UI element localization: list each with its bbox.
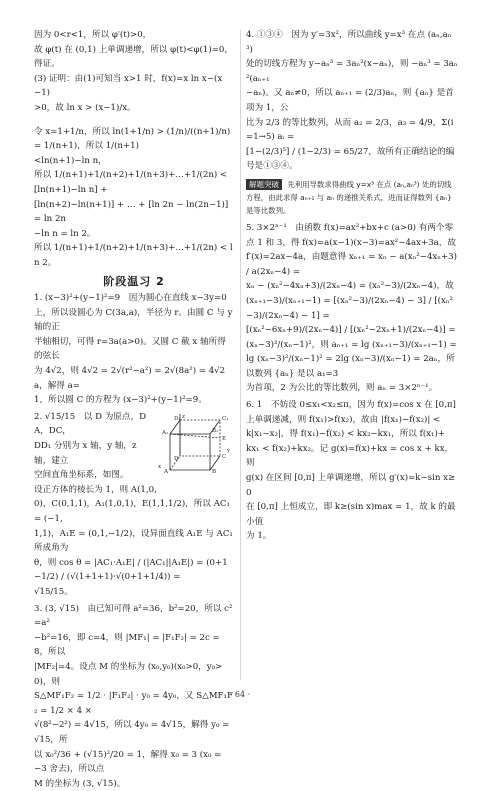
- text-line: xₙ − (xₙ²−4xₙ+3)/(2xₙ−4) = (xₙ²−3)/(2xₙ−4)，故 (xₙ₊₁−3)/(xₙ₊₁−1) = [(xₙ²−3)/(2xₙ−4) − 3] / [(xₙ²−3)/(2xₙ−4) − 1] =: [246, 281, 454, 321]
- text-line: 令 x=1+1/n，所以 ln(1+1/n) > (1/n)/((n+1)/n) = 1/(n+1)，所以 1/(n+1): [34, 126, 231, 152]
- figure-label: C: [222, 453, 227, 460]
- text-line: 所以 1/(n+1)+1/(n+2)+1/(n+3)+…+1/(2n) < ln 2。: [34, 243, 233, 268]
- text-line: −b²=16，即 c=4，则 |MF₁| = |F₁F₂| = 2c = 8，所以: [34, 632, 220, 658]
- text-line: √(8²−2²) = 4√15，所以 4y₀ = 4√15，解得 y₀ = √15，所: [34, 720, 230, 745]
- text-line: S△MF₁F₂ = 1/2 · |F₁F₂| · y₀ = 4y₀，又 S△MF₁F₂ = 1/2 × 4 ×: [34, 691, 233, 716]
- text-line: 为 4√2，则 4√2 = 2√(r²−a²) = 2√(8a²) = 4√2 a，解得 a=: [34, 366, 226, 391]
- solution-5: [246, 221, 458, 396]
- text-line: lg (xₙ−3)²/(xₙ−1)² = 2lg (xₙ−3)/(xₙ−1) = 2aₙ，所以数列 {aₙ} 是以 a₁=3: [246, 354, 455, 379]
- text-line: −aₙ)。又 aₙ≠0，所以 aₙ₊₁ = (2/3)aₙ，则 {aₙ} 是首项为 1，公: [246, 88, 454, 113]
- text-line: 上，所以设圆心为 C(3a,a)，半径为 r。由圆 C 与 y 轴的正: [34, 307, 233, 333]
- text-line: 1，所以圆 C 的方程为 (x−3)²+(y−1)²=9。: [34, 395, 207, 406]
- solution-2: [34, 410, 234, 600]
- text-line: 4. ①③④ 因为 y′=3x²，所以曲线 y=x³ 在点 (aₙ,aₙ³): [246, 30, 452, 55]
- tip-text: 先利用导数求得曲线 y=x³ 在点 (aₙ,aₙ³) 处的切线方程，由此求得 aₙ₊₁ 与 aₙ 的递推关系式，进而证得数列 {aₙ} 是等比数列。: [246, 179, 452, 215]
- text-line: M 的坐标为 (3, √15)。: [34, 778, 126, 789]
- text-line: [ln(n+2)−ln(n+1)] + … + [ln 2n − ln(2n−1)] = ln 2n: [34, 199, 229, 225]
- right-column: [246, 28, 458, 544]
- text-line: 1. (x−3)²+(y−1)²=9 因为圆心在直线 x−3y=0: [34, 293, 227, 304]
- figure-label: A: [164, 468, 168, 474]
- figure-label: B: [212, 468, 217, 474]
- text-line: 空间直角坐标系，如图。: [34, 470, 129, 481]
- text-line: 3. (3, √15) 由已知可得 a²=36，b²=20，所以 c²=a²: [34, 603, 233, 629]
- figure-label: B₁: [212, 427, 219, 434]
- text-line: 0)，C(0,1,1)，A₁(1,0,1)，E(1,1,1/2)，所以 AC₁ = (−1,: [34, 499, 230, 524]
- cube-figure: [156, 412, 234, 474]
- text-line: 2. √15/15 以 D 为原点，DA，DC，: [34, 411, 146, 437]
- text-line: 因为 0<r<1，所以 φ′(t)>0，: [34, 30, 152, 40]
- text-line: 故 φ(t) 在 (0,1) 上单调递增，所以 φ(t)<φ(1)=0，得证。: [34, 44, 233, 70]
- text-line: θ，则 cos θ = |AC₁·A₁E| / (|AC₁||A₁E|) = (0+1−1/2) / (√(1+1+1)·√(0+1+1/4)) =: [34, 557, 228, 583]
- text-line: 5. 3×2ⁿ⁻¹ 由函数 f(x)=ax²+bx+c (a>0) 有两个零: [246, 222, 454, 233]
- figure-label: y: [227, 447, 231, 454]
- text-line: (3) 证明：由(1)可知当 x>1 时，f(x)=x ln x−(x−1): [34, 73, 223, 99]
- page-number: · 64 ·: [229, 690, 251, 699]
- text-line: −ln n = ln 2。: [34, 228, 96, 239]
- text-line: 1,1)，A₁E = (0,1,−1/2)，设异面直线 A₁E 与 AC₁ 所成角为: [34, 528, 233, 554]
- solution-6: [246, 398, 458, 544]
- text-line: 处的切线方程为 y−aₙ³ = 3aₙ²(x−aₙ)，则 −aₙ³ = 3aₙ²(aₙ₊₁: [246, 59, 458, 84]
- text-line: 以 x₀²/36 + (√15)²/20 = 1，解得 x₀ = 3 (x₀ = −3 舍去)，所以点: [34, 749, 222, 775]
- solution-4: [246, 28, 458, 174]
- text-line: [(xₙ²−6xₙ+9)/(2xₙ−4)] / [(xₙ²−2xₙ+1)/(2xₙ−4)] = (xₙ−3)²/(xₙ−1)²，则 aₙ₊₁ = lg (xₙ₊₁−3)/(xₙ₊₁−1) =: [246, 325, 457, 350]
- text-line: 在 [0,π] 上恒成立，即 k≥(sin x)max = 1，故 k 的最小值: [246, 502, 456, 527]
- figure-label: D: [174, 455, 179, 462]
- tip-box: [246, 178, 458, 217]
- tip-tag: 解题突破: [246, 179, 282, 190]
- figure-label: x: [158, 463, 162, 470]
- figure-label: C₁: [222, 415, 229, 422]
- text-line: k|x₁−x₂|，得 f(x₁)−f(x₂) < kx₂−kx₁，所以 f(x₁)+: [246, 429, 446, 440]
- column-divider: [240, 30, 241, 680]
- text-line: [1−(2/3)⁵] / (1−2/3) = 65/27，故所有正确结论的编号是①③④。: [246, 146, 455, 172]
- figure-label: A₁: [162, 429, 169, 436]
- solution-part-3: [34, 28, 234, 271]
- text-line: 设正方体的棱长为 1，则 A(1,0,: [34, 484, 157, 495]
- text-line: >0，故 ln x > (x−1)/x。: [34, 102, 136, 113]
- text-line: kx₁ < f(x₂)+kx₂。记 g(x)=f(x)+kx = cos x + kx，则: [246, 443, 454, 469]
- figure-label: z: [182, 413, 185, 420]
- figure-label: D₁: [174, 415, 181, 422]
- text-line: f′(x)=2ax−4a，由题意得 xₙ₊₁ = xₙ − a(xₙ²−4xₙ+3) / a(2xₙ−4) =: [246, 252, 457, 277]
- solution-1: [34, 291, 234, 408]
- text-line: 6. 1 不妨设 0≤x₁<x₂≤π，因为 f(x)=cos x 在 [0,π]: [246, 400, 456, 411]
- text-line: 半轴相切，可得 r=3a(a>0)。又圆 C 截 x 轴所得的弦长: [34, 336, 226, 362]
- text-line: √15/15。: [34, 586, 73, 597]
- figure-label: E: [222, 435, 227, 442]
- left-column: [34, 28, 234, 791]
- text-line: 上单调递减，则 f(x₁)>f(x₂)，故由 |f(x₁)−f(x₂)| <: [246, 414, 441, 425]
- text-line: 比为 2/3 的等比数列，从而 a₂ = 2/3，a₃ = 4/9，Σ(i=1→5) aᵢ =: [246, 117, 454, 143]
- text-line: 点 1 和 3，得 f(x)=a(x−1)(x−3)=ax²−4ax+3a，故: [246, 237, 456, 248]
- text-line: g(x) 在区间 [0,π] 上单调递增，所以 g′(x)=k−sin x≥0: [246, 473, 456, 498]
- text-line: 为 1。: [246, 531, 272, 542]
- text-line: <ln(n+1)−ln n，: [34, 155, 107, 166]
- text-line: 所以 1/(n+1)+1/(n+2)+1/(n+3)+…+1/(2n) < [ln(n+1)−ln n] +: [34, 170, 228, 195]
- text-line: DD₁ 分别为 x 轴，y 轴，z 轴，建立: [34, 441, 137, 466]
- text-line: |MF₂|=4。设点 M 的坐标为 (x₀,y₀)(x₀>0，y₀>0)，则: [34, 661, 223, 687]
- section-title: 阶段温习 2: [103, 274, 165, 288]
- text-line: 为首项，2 为公比的等比数列，则 aₙ = 3×2ⁿ⁻¹。: [246, 383, 438, 394]
